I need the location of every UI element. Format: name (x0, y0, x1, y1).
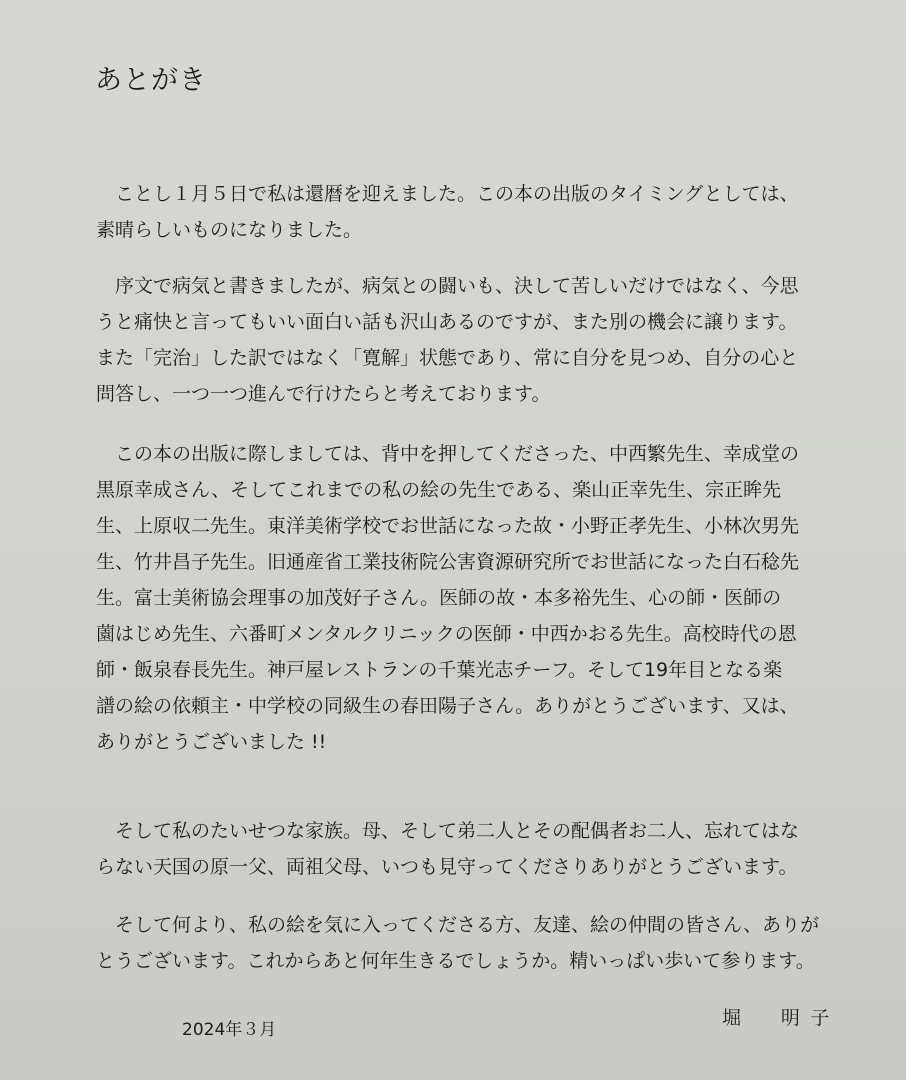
paragraph-line: そして何より、私の絵を気に入ってくださる方、友達、絵の仲間の皆さん、ありが (96, 914, 820, 936)
paragraph-line: 薗はじめ先生、六番町メンタルクリニックの医師・中西かおる先生。高校時代の恩 (96, 623, 797, 645)
paragraph-line: また「完治」した訳ではなく「寛解」状態であり、常に自分を見つめ、自分の心と (96, 347, 799, 369)
paragraph-5 (96, 907, 841, 979)
date: 2024年３月 (182, 1020, 277, 1040)
paragraph-line: うと痛快と言ってもいい面白い話も沢山あるのですが、また別の機会に譲ります。 (96, 311, 798, 333)
paragraph-line: 黒原幸成さん、そしてこれまでの私の絵の先生である、楽山正幸先生、宗正眸先 (96, 479, 782, 501)
paragraph-4 (96, 813, 841, 885)
paragraph-line: 素晴らしいものになりました。 (96, 219, 363, 241)
paragraph-line: 生、竹井昌子先生。旧通産省工業技術院公害資源研究所でお世話になった白石稔先 (96, 551, 800, 573)
paragraph-1 (96, 176, 841, 248)
author-name: 堀 明子 (722, 1007, 840, 1029)
paragraph-line: 生、上原収二先生。東洋美術学校でお世話になった故・小野正孝先生、小林次男先 (96, 515, 800, 537)
paragraph-line: ことし１月５日で私は還暦を迎えました。この本の出版のタイミングとしては、 (96, 183, 799, 205)
paragraph-3 (96, 436, 841, 760)
paragraph-line: 譜の絵の依頼主・中学校の同級生の春田陽子さん。ありがとうございます、又は、 (96, 695, 799, 717)
page-title: あとがき (95, 65, 207, 96)
paragraph-line: 師・飯泉春長先生。神戸屋レストランの千葉光志チーフ。そして19年目となる楽 (96, 659, 783, 681)
paragraph-line: ありがとうございました !! (96, 731, 327, 753)
paragraph-line: らない天国の原一父、両祖父母、いつも見守ってくださりありがとうございます。 (96, 856, 798, 878)
paragraph-line: 生。富士美術協会理事の加茂好子さん。医師の故・本多裕先生、心の師・医師の (96, 587, 782, 609)
paragraph-line: この本の出版に際しましては、背中を押してくださった、中西繁先生、幸成堂の (96, 443, 800, 465)
paragraph-2 (96, 268, 841, 412)
paragraph-line: 序文で病気と書きましたが、病気との闘いも、決して苦しいだけではなく、今思 (96, 275, 799, 297)
paragraph-line: とうございます。これからあと何年生きるでしょうか。精いっぱい歩いて参ります。 (96, 950, 815, 972)
paragraph-line: そして私のたいせつな家族。母、そして弟二人とその配偶者お二人、忘れてはな (96, 820, 800, 842)
paragraph-line: 問答し、一つ一つ進んで行けたらと考えております。 (96, 383, 551, 405)
